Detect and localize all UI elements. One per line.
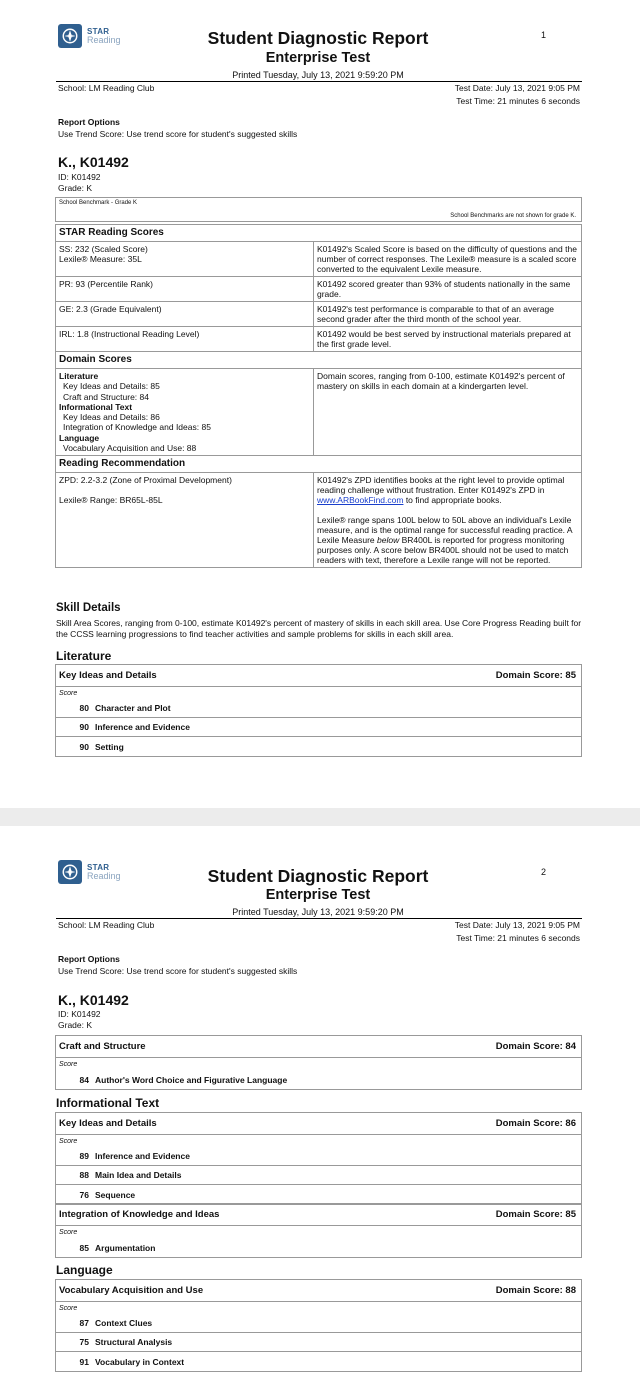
zpd-desc-a: K01492's ZPD identifies books at the right level to provide optimal reading challenge without frustration. Enter K01492's ZPD in <box>317 475 565 496</box>
report-options-heading: Report Options <box>58 117 120 127</box>
lexile-range: Lexile® Range: BR65L-85L <box>59 495 163 506</box>
domain-score: Domain Score: 85 <box>495 670 576 681</box>
list-item <box>56 1238 581 1257</box>
list-item <box>56 1352 581 1371</box>
skill-score: 88 <box>79 1170 89 1180</box>
zpd-desc-b: to find appropriate books. <box>403 495 502 506</box>
skill-score: 85 <box>79 1242 89 1253</box>
skill-name: Inference and Evidence <box>95 1151 190 1161</box>
grade-equivalent: GE: 2.3 (Grade Equivalent) <box>56 302 314 327</box>
skill-name: Author's Word Choice and Figurative Language <box>95 1074 288 1085</box>
scaled-score: SS: 232 (Scaled Score) <box>59 244 148 254</box>
lit-cs-score: Craft and Structure: 84 <box>63 391 149 402</box>
skill-score: 84 <box>79 1074 89 1085</box>
skill-score: 87 <box>79 1318 89 1328</box>
test-info <box>455 82 580 108</box>
logo-brand: STAR <box>87 27 110 36</box>
report-options-text: Use Trend Score: Use trend score for student's suggested skills <box>58 129 298 139</box>
logo-product: Reading <box>87 871 121 881</box>
logo-brand: STAR <box>87 863 110 872</box>
domain-info-ikp <box>55 1203 582 1258</box>
report-subtitle: Enterprise Test <box>265 887 371 903</box>
list-item <box>56 718 581 737</box>
page-number: 2 <box>541 867 547 877</box>
domain-lit-kid <box>55 664 582 757</box>
printed-date: Printed Tuesday, July 13, 2021 9:59:20 PM <box>232 907 404 917</box>
school-name: School: LM Reading Club <box>58 920 155 930</box>
skill-name: Structural Analysis <box>95 1337 173 1347</box>
table-row <box>56 327 582 352</box>
lit-heading: Literature <box>59 371 99 381</box>
star-scores-heading: STAR Reading Scores <box>56 225 582 242</box>
test-time: Test Time: 21 minutes 6 seconds <box>456 96 580 106</box>
category-literature: Literature <box>56 649 112 663</box>
score-label: Score <box>59 1061 78 1068</box>
benchmark-note: School Benchmarks are not shown for grade K. <box>450 213 576 219</box>
test-info <box>455 919 580 945</box>
lang-heading: Language <box>59 432 100 443</box>
school-benchmark-box <box>55 197 582 222</box>
list-item <box>56 1166 581 1185</box>
student-name: K., K01492 <box>58 992 129 1008</box>
skill-details-heading: Skill Details <box>56 602 121 614</box>
report-subtitle: Enterprise Test <box>265 50 371 66</box>
lit-kid-score: Key Ideas and Details: 85 <box>63 381 160 392</box>
lexile-desc-b: BR400L is reported for progress monitoring purposes only. A score below BR400L should not be used to match readers with text, therefore a Lexile range will not be reported. <box>317 535 569 566</box>
zpd-value: ZPD: 2.2-3.2 (Zone of Proximal Development) <box>59 475 232 486</box>
benchmark-label: School Benchmark - Grade K <box>59 200 138 206</box>
skill-score: 90 <box>79 722 89 732</box>
domain-score: Domain Score: 84 <box>495 1041 576 1052</box>
skill-score: 76 <box>79 1189 89 1200</box>
list-item <box>56 1314 581 1333</box>
info-kid-score: Key Ideas and Details: 86 <box>63 412 160 423</box>
domain-info-kid <box>55 1112 582 1205</box>
table-row <box>56 277 582 302</box>
skill-details-text: Skill Area Scores, ranging from 0-100, estimate K01492's percent of mastery of skills in each skill area. Use Core Progress Reading built for the CCSS learning progressions to find teacher activities and sample problems for skills in each skill area. <box>56 618 582 639</box>
domain-lit-cs <box>55 1035 582 1090</box>
lexile-range-desc <box>317 515 578 565</box>
test-date: Test Date: July 13, 2021 9:05 PM <box>454 920 580 930</box>
info-heading: Informational Text <box>59 401 133 412</box>
skill-score: 90 <box>79 741 89 752</box>
logo-product: Reading <box>87 35 121 45</box>
domain-score: Domain Score: 86 <box>495 1118 576 1129</box>
school-name: School: LM Reading Club <box>58 83 155 93</box>
domain-name: Craft and Structure <box>59 1041 146 1052</box>
info-ikp-score: Integration of Knowledge and Ideas: 85 <box>63 422 211 433</box>
zpd-desc <box>317 475 578 505</box>
test-time: Test Time: 21 minutes 6 seconds <box>456 933 580 943</box>
skill-score: 80 <box>79 703 89 713</box>
instructional-reading-level-desc: K01492 would be best served by instructional materials prepared at the first grade level. <box>314 327 582 352</box>
list-item <box>56 1147 581 1166</box>
student-id: ID: K01492 <box>58 172 101 182</box>
score-label: Score <box>59 1138 78 1145</box>
page-number: 1 <box>541 30 547 40</box>
skill-name: Sequence <box>95 1189 136 1200</box>
scores-table <box>55 224 582 568</box>
domain-scores-heading: Domain Scores <box>56 352 582 369</box>
list-item <box>56 1333 581 1352</box>
list-item <box>56 1070 581 1089</box>
skill-score: 75 <box>79 1337 89 1347</box>
skill-name: Context Clues <box>95 1318 153 1328</box>
arbookfind-link[interactable]: www.ARBookFind.com <box>317 495 404 506</box>
score-label: Score <box>59 1229 78 1236</box>
domain-name: Key Ideas and Details <box>59 1118 157 1129</box>
skill-name: Argumentation <box>95 1242 156 1253</box>
percentile-rank-desc: K01492 scored greater than 93% of students nationally in the same grade. <box>314 277 582 302</box>
lexile-desc-em: below <box>377 535 400 546</box>
category-informational: Informational Text <box>56 1096 160 1110</box>
score-label: Score <box>59 1305 78 1312</box>
skill-name: Main Idea and Details <box>95 1170 182 1180</box>
report-title: Student Diagnostic Report <box>207 28 429 48</box>
domain-name: Key Ideas and Details <box>59 670 157 681</box>
category-language: Language <box>56 1263 113 1277</box>
domain-name: Integration of Knowledge and Ideas <box>59 1209 220 1220</box>
percentile-rank: PR: 93 (Percentile Rank) <box>56 277 314 302</box>
reading-rec-heading: Reading Recommendation <box>56 456 582 473</box>
grade-equivalent-desc: K01492's test performance is comparable to that of an average second grader after the third month of the school year. <box>314 302 582 327</box>
report-title: Student Diagnostic Report <box>207 866 429 886</box>
table-row <box>56 302 582 327</box>
skill-name: Character and Plot <box>95 703 171 713</box>
table-row <box>56 242 582 277</box>
list-item <box>56 737 581 756</box>
student-info <box>58 172 101 193</box>
skill-score: 89 <box>79 1151 89 1161</box>
domain-scores-desc: Domain scores, ranging from 0-100, estimate K01492's percent of mastery on skills in each domain at a kindergarten level. <box>314 369 582 456</box>
report-page-2 <box>0 826 640 1385</box>
skill-name: Setting <box>95 741 124 752</box>
list-item <box>56 1185 581 1204</box>
instructional-reading-level: IRL: 1.8 (Instructional Reading Level) <box>56 327 314 352</box>
score-label: Score <box>59 690 78 697</box>
list-item <box>56 699 581 718</box>
lang-vau-score: Vocabulary Acquisition and Use: 88 <box>63 443 197 454</box>
student-info <box>58 1009 101 1030</box>
scaled-score-desc: K01492's Scaled Score is based on the difficulty of questions and the number of correct responses. The Lexile® measure is a scaled score converted to the equivalent Lexile measure. <box>314 242 582 277</box>
lexile-desc-a: Lexile® range spans 100L below to 50L above an individual's Lexile measure, and is the optimal range for successful reading practice. A Lexile Measure <box>317 515 573 546</box>
skill-name: Vocabulary in Context <box>95 1356 185 1367</box>
student-grade: Grade: K <box>58 182 93 193</box>
table-row <box>56 473 582 568</box>
table-row <box>56 369 582 456</box>
report-options-heading: Report Options <box>58 954 120 964</box>
student-grade: Grade: K <box>58 1019 93 1030</box>
skill-name: Inference and Evidence <box>95 722 190 732</box>
printed-date: Printed Tuesday, July 13, 2021 9:59:20 PM <box>232 70 404 80</box>
domain-lang-vau <box>55 1279 582 1372</box>
domain-score: Domain Score: 88 <box>495 1285 576 1296</box>
test-date: Test Date: July 13, 2021 9:05 PM <box>454 83 580 93</box>
domain-name: Vocabulary Acquisition and Use <box>59 1285 204 1296</box>
domain-score: Domain Score: 85 <box>495 1209 576 1220</box>
student-id: ID: K01492 <box>58 1009 101 1019</box>
report-options-text: Use Trend Score: Use trend score for student's suggested skills <box>58 966 298 976</box>
lexile-measure: Lexile® Measure: 35L <box>59 254 142 264</box>
student-name: K., K01492 <box>58 154 129 170</box>
skill-score: 91 <box>79 1356 89 1367</box>
